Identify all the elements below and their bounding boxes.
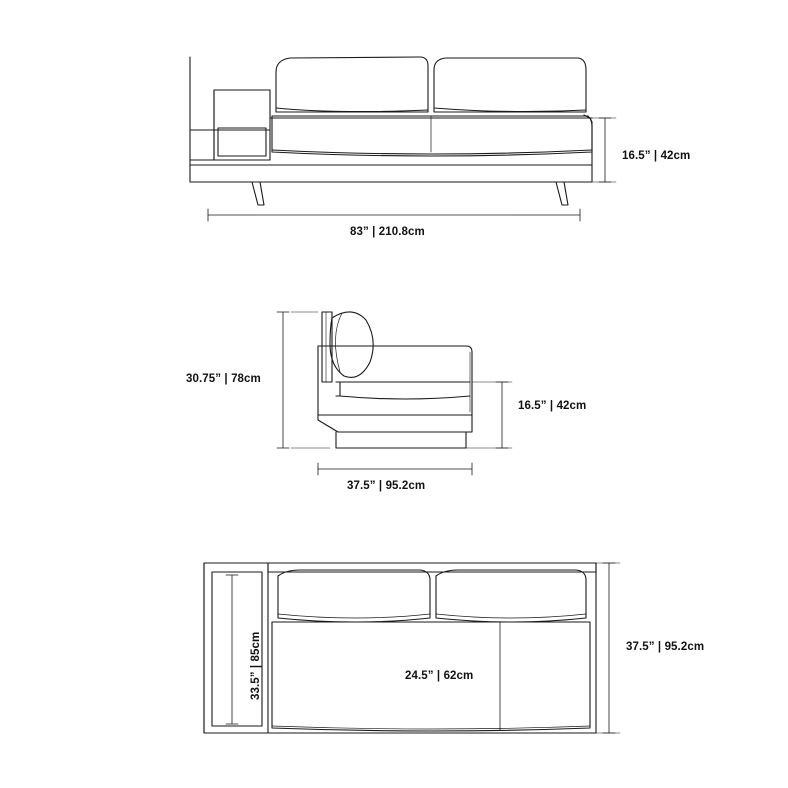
plan-depth-dimension [596, 563, 620, 733]
plan-depth-label [626, 641, 704, 653]
side-height-label [186, 373, 261, 385]
side-depth-label [347, 480, 425, 492]
plan-seat-depth-sep: | [433, 670, 444, 682]
plan-inner-depth-label [250, 632, 262, 700]
plan-inner-depth-cm: 85cm [250, 631, 262, 662]
plan-inner-depth-dimension [226, 575, 238, 724]
plan-inner-depth-sep: | [250, 661, 262, 672]
side-seat-height-sep: | [546, 400, 557, 412]
side-height-sep: | [221, 373, 232, 385]
side-depth-inches: 37.5” [347, 480, 376, 492]
front-height-cm: 42cm [660, 150, 691, 162]
plan-seat-depth-label [405, 670, 473, 682]
side-height-inches: 30.75” [186, 373, 222, 385]
side-seat-height-cm: 42cm [556, 400, 587, 412]
side-depth-dimension [318, 463, 472, 475]
front-width-inches: 83” [350, 226, 369, 238]
plan-depth-inches: 37.5” [626, 641, 655, 653]
top-plan-view [204, 563, 596, 733]
front-elevation-view [190, 57, 592, 205]
side-height-cm: 78cm [231, 373, 261, 385]
side-seat-height-label [518, 400, 586, 412]
plan-seat-depth-inches: 24.5” [405, 670, 434, 682]
front-height-label [622, 150, 690, 162]
side-depth-sep: | [375, 480, 386, 492]
front-width-label [350, 226, 425, 238]
side-depth-cm: 95.2cm [385, 480, 426, 492]
side-seat-height-dimension [466, 382, 512, 448]
plan-seat-depth-cm: 62cm [443, 670, 474, 682]
front-height-sep: | [650, 150, 661, 162]
plan-depth-cm: 95.2cm [664, 641, 705, 653]
front-width-sep: | [368, 226, 379, 238]
front-width-cm: 210.8cm [378, 226, 425, 238]
plan-inner-depth-inches: 33.5” [250, 671, 262, 700]
plan-depth-sep: | [654, 641, 665, 653]
front-width-dimension [208, 209, 580, 221]
front-height-dimension [592, 118, 616, 182]
side-seat-height-inches: 16.5” [518, 400, 547, 412]
front-height-inches: 16.5” [622, 150, 651, 162]
side-elevation-view [318, 312, 472, 448]
